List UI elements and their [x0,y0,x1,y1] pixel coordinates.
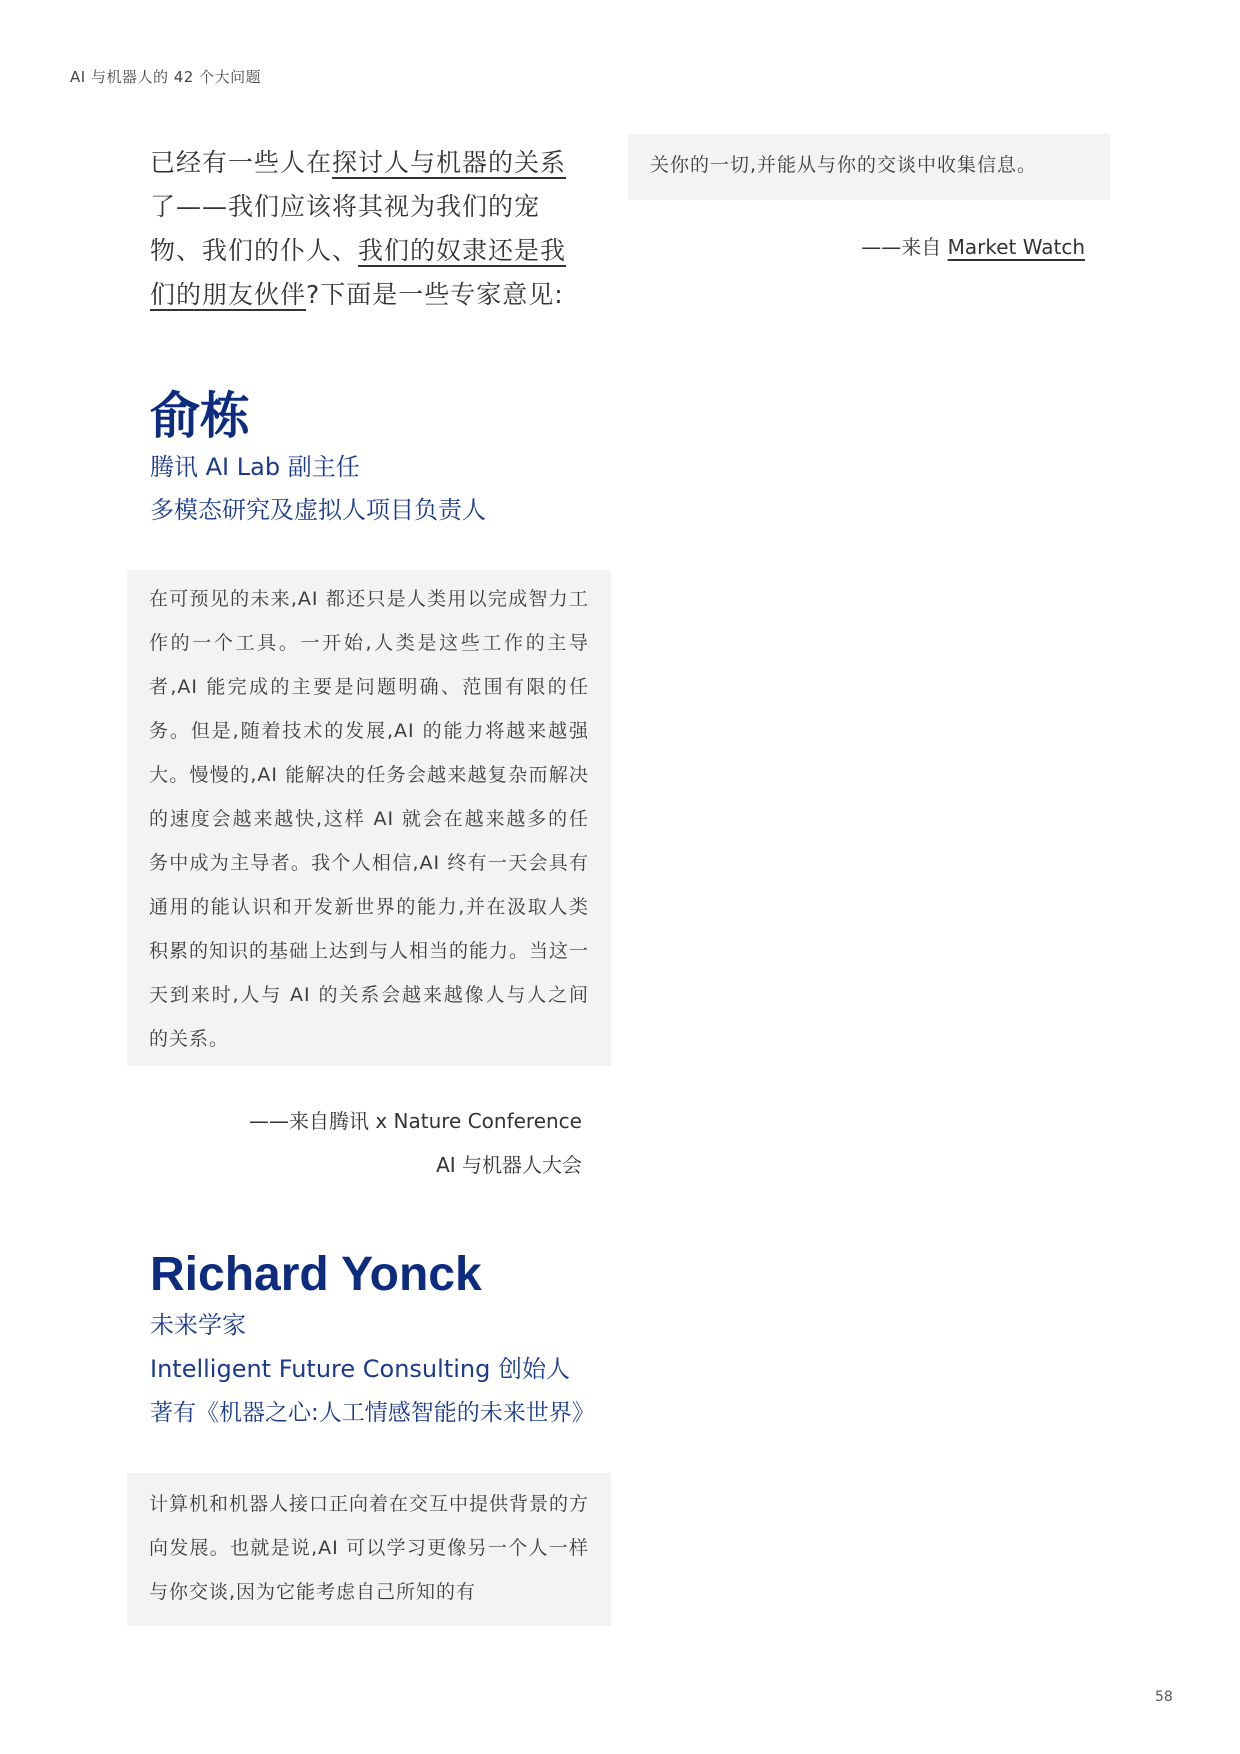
expert1-role-line2: 多模态研究及虚拟人项目负责人 [150,496,486,524]
expert2-role-line3: 著有《机器之心:人工情感智能的未来世界》 [150,1400,595,1426]
intro-text-3: ?下面是一些专家意见: [306,280,564,309]
expert1-name: 俞栋 [150,387,250,445]
intro-text-2: 了——我们应该将其视为我们的宠物、我们的仆人、 [150,192,541,265]
expert1-quote-text: 在可预见的未来,AI 都还只是人类用以完成智力工作的一个工具。一开始,人类是这些工作的主导者,AI 能完成的主要是问题明确、范围有限的任务。但是,随着技术的发展,AI 的能力将越来越强大。慢慢的,AI 能解决的任务会越来越复杂而解决的速度会越来越快,这样 AI 就会在越来越多的任务中成为主导者。我个人相信,AI 终有一天会具有通用的能认识和开发新世界的能力,并在汲取人类积累的知识的基础上达到与人相当的能力。当这一天到来时,人与 AI 的关系会越来越像人与人之间的关系。 [149,588,590,1050]
expert1-attribution-line2: AI 与机器人大会 [436,1153,582,1177]
top-right-quote-box [628,134,1110,200]
attribution-source-link[interactable]: Market Watch [947,235,1085,259]
top-right-quote-text: 关你的一切,并能从与你的交谈中收集信息。 [650,154,1038,176]
expert2-quote-text: 计算机和机器人接口正向着在交互中提供背景的方向发展。也就是说,AI 可以学习更像另一个人一样与你交谈,因为它能考虑自己所知的有 [149,1493,590,1603]
intro-text-1: 已经有一些人在 [150,148,333,177]
expert1-role-line1: 腾讯 AI Lab 副主任 [150,453,360,481]
attribution-prefix: ——来自 [861,235,948,259]
expert2-quote-box [127,1473,611,1626]
page-number: 58 [1155,1689,1173,1705]
expert2-role-line1: 未来学家 [150,1311,246,1339]
top-right-attribution [665,225,1085,269]
intro-paragraph [150,141,590,317]
expert2-role-line2: Intelligent Future Consulting 创始人 [150,1355,570,1383]
expert2-name: Richard Yonck [150,1248,482,1301]
intro-link-relationship[interactable]: 探讨人与机器的关系 [332,148,567,177]
expert1-quote-box [127,570,611,1066]
document-header-title: AI 与机器人的 42 个大问题 [70,68,262,86]
expert1-attribution-line1: ——来自腾讯 x Nature Conference [248,1109,582,1133]
intro-link-friends[interactable]: 我们的奴隶还是我们的朋友伙伴 [150,236,567,309]
